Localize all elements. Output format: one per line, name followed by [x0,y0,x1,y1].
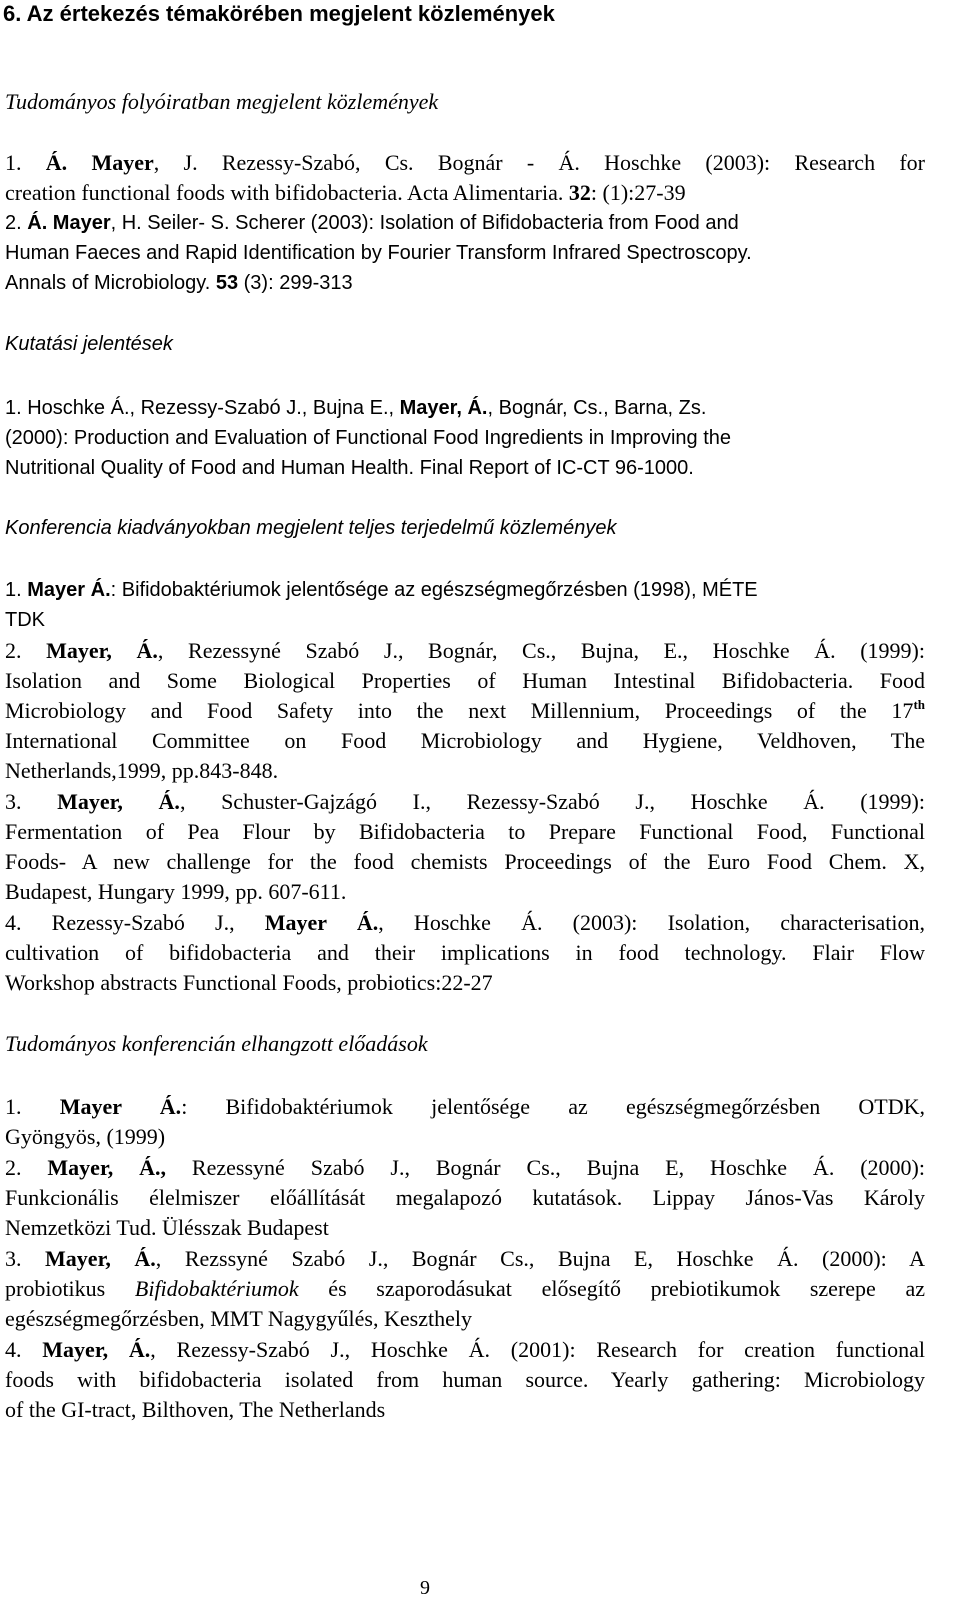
talk-item-3: 3. Mayer, Á., Rezssyné Szabó J., Bognár Cs., Bujna E, Hoschke Á. (2000): A probiotikus Bifidobaktériumok és szaporodásukat elősegítő prebiotikumok szerepe az egészségmegőrzésben, MMT Nagygyűlés, Keszthely [5,1246,925,1331]
conference-paper-item-4: 4. Rezessy-Szabó J., Mayer Á., Hoschke Á. (2003): Isolation, characterisation, cultivation of bifidobacteria and their implications in food technology. Flair Flow Workshop abstracts Functional Foods, probiotics:22-27 [5,910,925,995]
conference-paper-item-3: 3. Mayer, Á., Schuster-Gajzágó I., Rezessy-Szabó J., Hoschke Á. (1999): Fermentation of Pea Flour by Bifidobacteria to Prepare Functional Food, Functional Foods- A new challenge for the food chemists Proceedings of the Euro Food Chem. X, Budapest, Hungary 1999, pp. 607-611. [5,789,925,904]
journal-item-1: 1. Á. Mayer, J. Rezessy-Szabó, Cs. Bognár - Á. Hoschke (2003): Research for creation functional foods with bifidobacteria. Acta Alimentaria. 32: (1):27-39 [5,150,925,205]
section-title-journals: Tudományos folyóiratban megjelent közlemények [5,89,439,114]
conference-paper-item-1: 1. Mayer Á.: Bifidobaktériumok jelentősége az egészségmegőrzésben (1998), MÉTE TDK [5,579,758,631]
talk-item-2: 2. Mayer, Á., Rezessyné Szabó J., Bognár Cs., Bujna E, Hoschke Á. (2000): Funkcionális élelmiszer előállítását megalapozó kutatások. Lippay János-Vas Károly Nemzetközi Tud. Ülésszak Budapest [5,1155,925,1240]
conference-paper-item-2: 2. Mayer, Á., Rezessyné Szabó J., Bognár, Cs., Bujna, E., Hoschke Á. (1999): Isolation and Some Biological Properties of Human Intestinal Bifidobacteria. Food Microbiology and Food Safety into the next Millennium, Proceedings of the 17th International Committee on Food Microbiology and Hygiene, Veldhoven, The Netherlands,1999, pp.843-848. [5,638,925,783]
section-title-reports: Kutatási jelentések [5,333,173,355]
section-title-conference-papers: Konferencia kiadványokban megjelent teljes terjedelmű közlemények [5,517,617,539]
page-number: 9 [420,1577,430,1599]
chapter-heading: 6. Az értekezés témakörében megjelent közlemények [3,1,555,26]
talk-item-4: 4. Mayer, Á., Rezessy-Szabó J., Hoschke Á. (2001): Research for creation functional foods with bifidobacteria isolated from human source. Yearly gathering: Microbiology of the GI-tract, Bilthoven, The Netherlands [5,1337,926,1422]
talk-item-1: 1. Mayer Á.: Bifidobaktériumok jelentősége az egészségmegőrzésben OTDK, Gyöngyös, (1999) [5,1094,926,1149]
journal-item-2: 2. Á. Mayer, H. Seiler- S. Scherer (2003): Isolation of Bifidobacteria from Food and Human Faeces and Rapid Identification by Fourier Transform Infrared Spectroscopy. Annals of Microbiology. 53 (3): 299-313 [5,212,752,294]
section-title-talks: Tudományos konferencián elhangzott előadások [5,1031,428,1056]
report-item-1: 1. Hoschke Á., Rezessy-Szabó J., Bujna E., Mayer, Á., Bognár, Cs., Barna, Zs. (2000): Production and Evaluation of Functional Food Ingredients in Improving the Nutritional Quality of Food and Human Health. Final Report of IC-CT 96-1000. [5,397,731,479]
